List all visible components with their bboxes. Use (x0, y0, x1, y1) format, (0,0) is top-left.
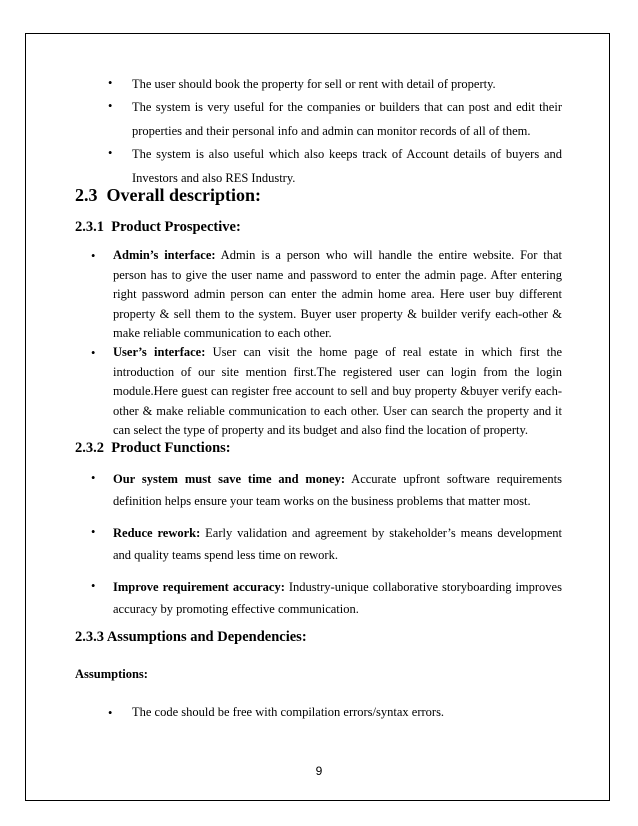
section-title: Product Functions: (111, 440, 231, 456)
bullet-icon: • (91, 249, 96, 263)
bullet-icon: • (91, 471, 96, 485)
list-item-user-interface (113, 343, 562, 441)
item-label: User’s interface: (113, 345, 206, 359)
page-number: 9 (315, 764, 323, 778)
section-number: 2.3.3 (75, 629, 104, 645)
section-heading-2-3 (75, 185, 261, 206)
item-label: Admin’s interface: (113, 248, 216, 262)
list-item-save-time (113, 468, 562, 512)
bullet-icon: • (108, 146, 113, 160)
section-number: 2.3.1 (75, 219, 104, 235)
item-text: Early validation and agreement by stakeholder’s means development and quality teams spend less time on rework. (113, 526, 562, 562)
section-heading-2-3-3 (75, 629, 307, 646)
item-label: Improve requirement accuracy: (113, 580, 285, 594)
item-text: Industry-unique collaborative storyboarding improves accuracy by promoting effective communication. (113, 580, 562, 616)
item-label: Reduce rework: (113, 526, 201, 540)
item-label: Our system must save time and money: (113, 472, 345, 486)
list-item-improve-accuracy (113, 576, 562, 620)
bullet-icon: • (91, 346, 96, 360)
list-item: The system is very useful for the companies or builders that can post and edit their properties and their personal info and admin can monitor records of all of them. (132, 100, 562, 138)
list-item: The code should be free with compilation errors/syntax errors. (132, 705, 445, 719)
section-title: Assumptions and Dependencies: (106, 629, 307, 645)
bullet-icon: • (108, 99, 113, 113)
subheading-assumptions: Assumptions: (75, 667, 148, 681)
list-item-reduce-rework (113, 522, 562, 566)
list-item: The system is also useful which also keeps track of Account details of buyers and Investors and also RES Industry. (132, 147, 562, 185)
section-heading-2-3-1 (75, 219, 241, 236)
list-item-admin-interface (113, 246, 562, 344)
section-number: 2.3 (75, 185, 98, 205)
section-title: Overall description: (106, 185, 261, 205)
bullet-icon: • (108, 76, 113, 90)
bullet-icon: • (91, 525, 96, 539)
item-text: Accurate upfront software requirements definition helps ensure your team works on the business problems that matter most. (113, 472, 562, 508)
section-number: 2.3.2 (75, 440, 104, 456)
bullet-icon: • (108, 706, 113, 720)
item-text: User can visit the home page of real estate in which first the introduction of our site mention first.The registered user can login from the login module.Here guest can register free account to sell and buy property &buyer verify each-other & make reliable communication to each other. User can search the property and it can select the type of property and its budget and also find the location of property. (113, 345, 562, 437)
section-heading-2-3-2 (75, 440, 231, 457)
bullet-icon: • (91, 579, 96, 593)
item-text: Admin is a person who will handle the entire website. For that person has to give the user name and password to enter the admin page. After entering right password admin person can enter the admin home area. Here user buy different property & sell them to the system. Buyer user property & builder verify each-other & make reliable communication to each other. (113, 248, 562, 340)
section-title: Product Prospective: (111, 219, 241, 235)
list-item: The user should book the property for sell or rent with detail of property. (132, 77, 496, 91)
